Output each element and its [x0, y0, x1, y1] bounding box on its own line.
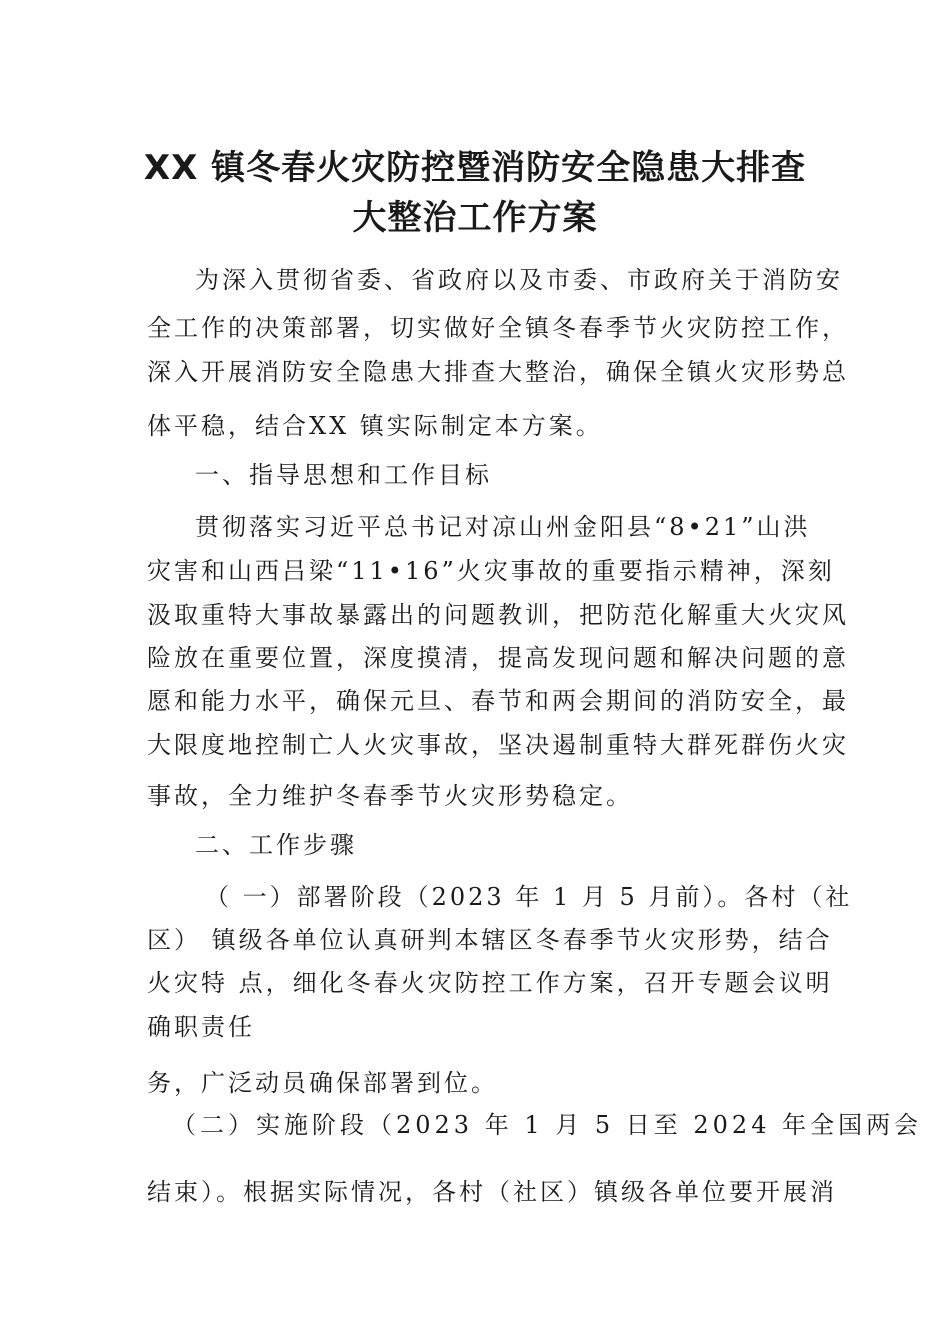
paragraph-line: 汲取重特大事故暴露出的问题教训，把防范化解重大火灾风	[147, 601, 849, 629]
paragraph-line: 区） 镇级各单位认真研判本辖区冬春季节火灾形势，结合	[147, 926, 833, 954]
paragraph-line: 确职责任	[147, 1013, 255, 1041]
paragraph-line: 结束）。根据实际情况，各村（社区）镇级各单位要开展消	[147, 1178, 837, 1206]
paragraph-line: 愿和能力水平，确保元旦、春节和两会期间的消防安全，最	[147, 687, 849, 715]
paragraph-line: 全工作的决策部署，切实做好全镇冬春季节火灾防控工作，	[147, 314, 849, 342]
paragraph-line: 贯彻落实习近平总书记对凉山州金阳县“8•21”山洪	[195, 513, 811, 541]
paragraph-line: （ 一）部署阶段（2023 年 1 月 5 月前）。各村（社	[205, 883, 853, 911]
section-heading: 二、工作步骤	[195, 831, 357, 859]
paragraph-line: 险放在重要位置，深度摸清，提高发现问题和解决问题的意	[147, 644, 849, 672]
document-title-line-1: XX 镇冬春火灾防控暨消防安全隐患大排查	[143, 148, 807, 188]
paragraph-line: 灾害和山西吕梁“11•16”火灾事故的重要指示精神，深刻	[147, 557, 835, 585]
section-heading: 一、指导思想和工作目标	[195, 461, 492, 489]
paragraph-line: 务，广泛动员确保部署到位。	[147, 1069, 498, 1097]
paragraph-line: 事故，全力维护冬春季节火灾形势稳定。	[147, 782, 633, 810]
paragraph-line: （二）实施阶段（2023 年 1 月 5 日至 2024 年全国两会	[172, 1111, 923, 1139]
paragraph-line: 大限度地控制亡人火灾事故，坚决遏制重特大群死群伤火灾	[147, 731, 849, 759]
paragraph-line: 深入开展消防安全隐患大排查大整治，确保全镇火灾形势总	[147, 358, 849, 386]
paragraph-line: 为深入贯彻省委、省政府以及市委、市政府关于消防安	[195, 266, 843, 294]
paragraph-line: 火灾特 点，细化冬春火灾防控工作方案，召开专题会议明	[147, 969, 833, 997]
paragraph-line: 体平稳，结合XX 镇实际制定本方案。	[147, 412, 603, 440]
document-title-line-2: 大整治工作方案	[352, 198, 598, 238]
